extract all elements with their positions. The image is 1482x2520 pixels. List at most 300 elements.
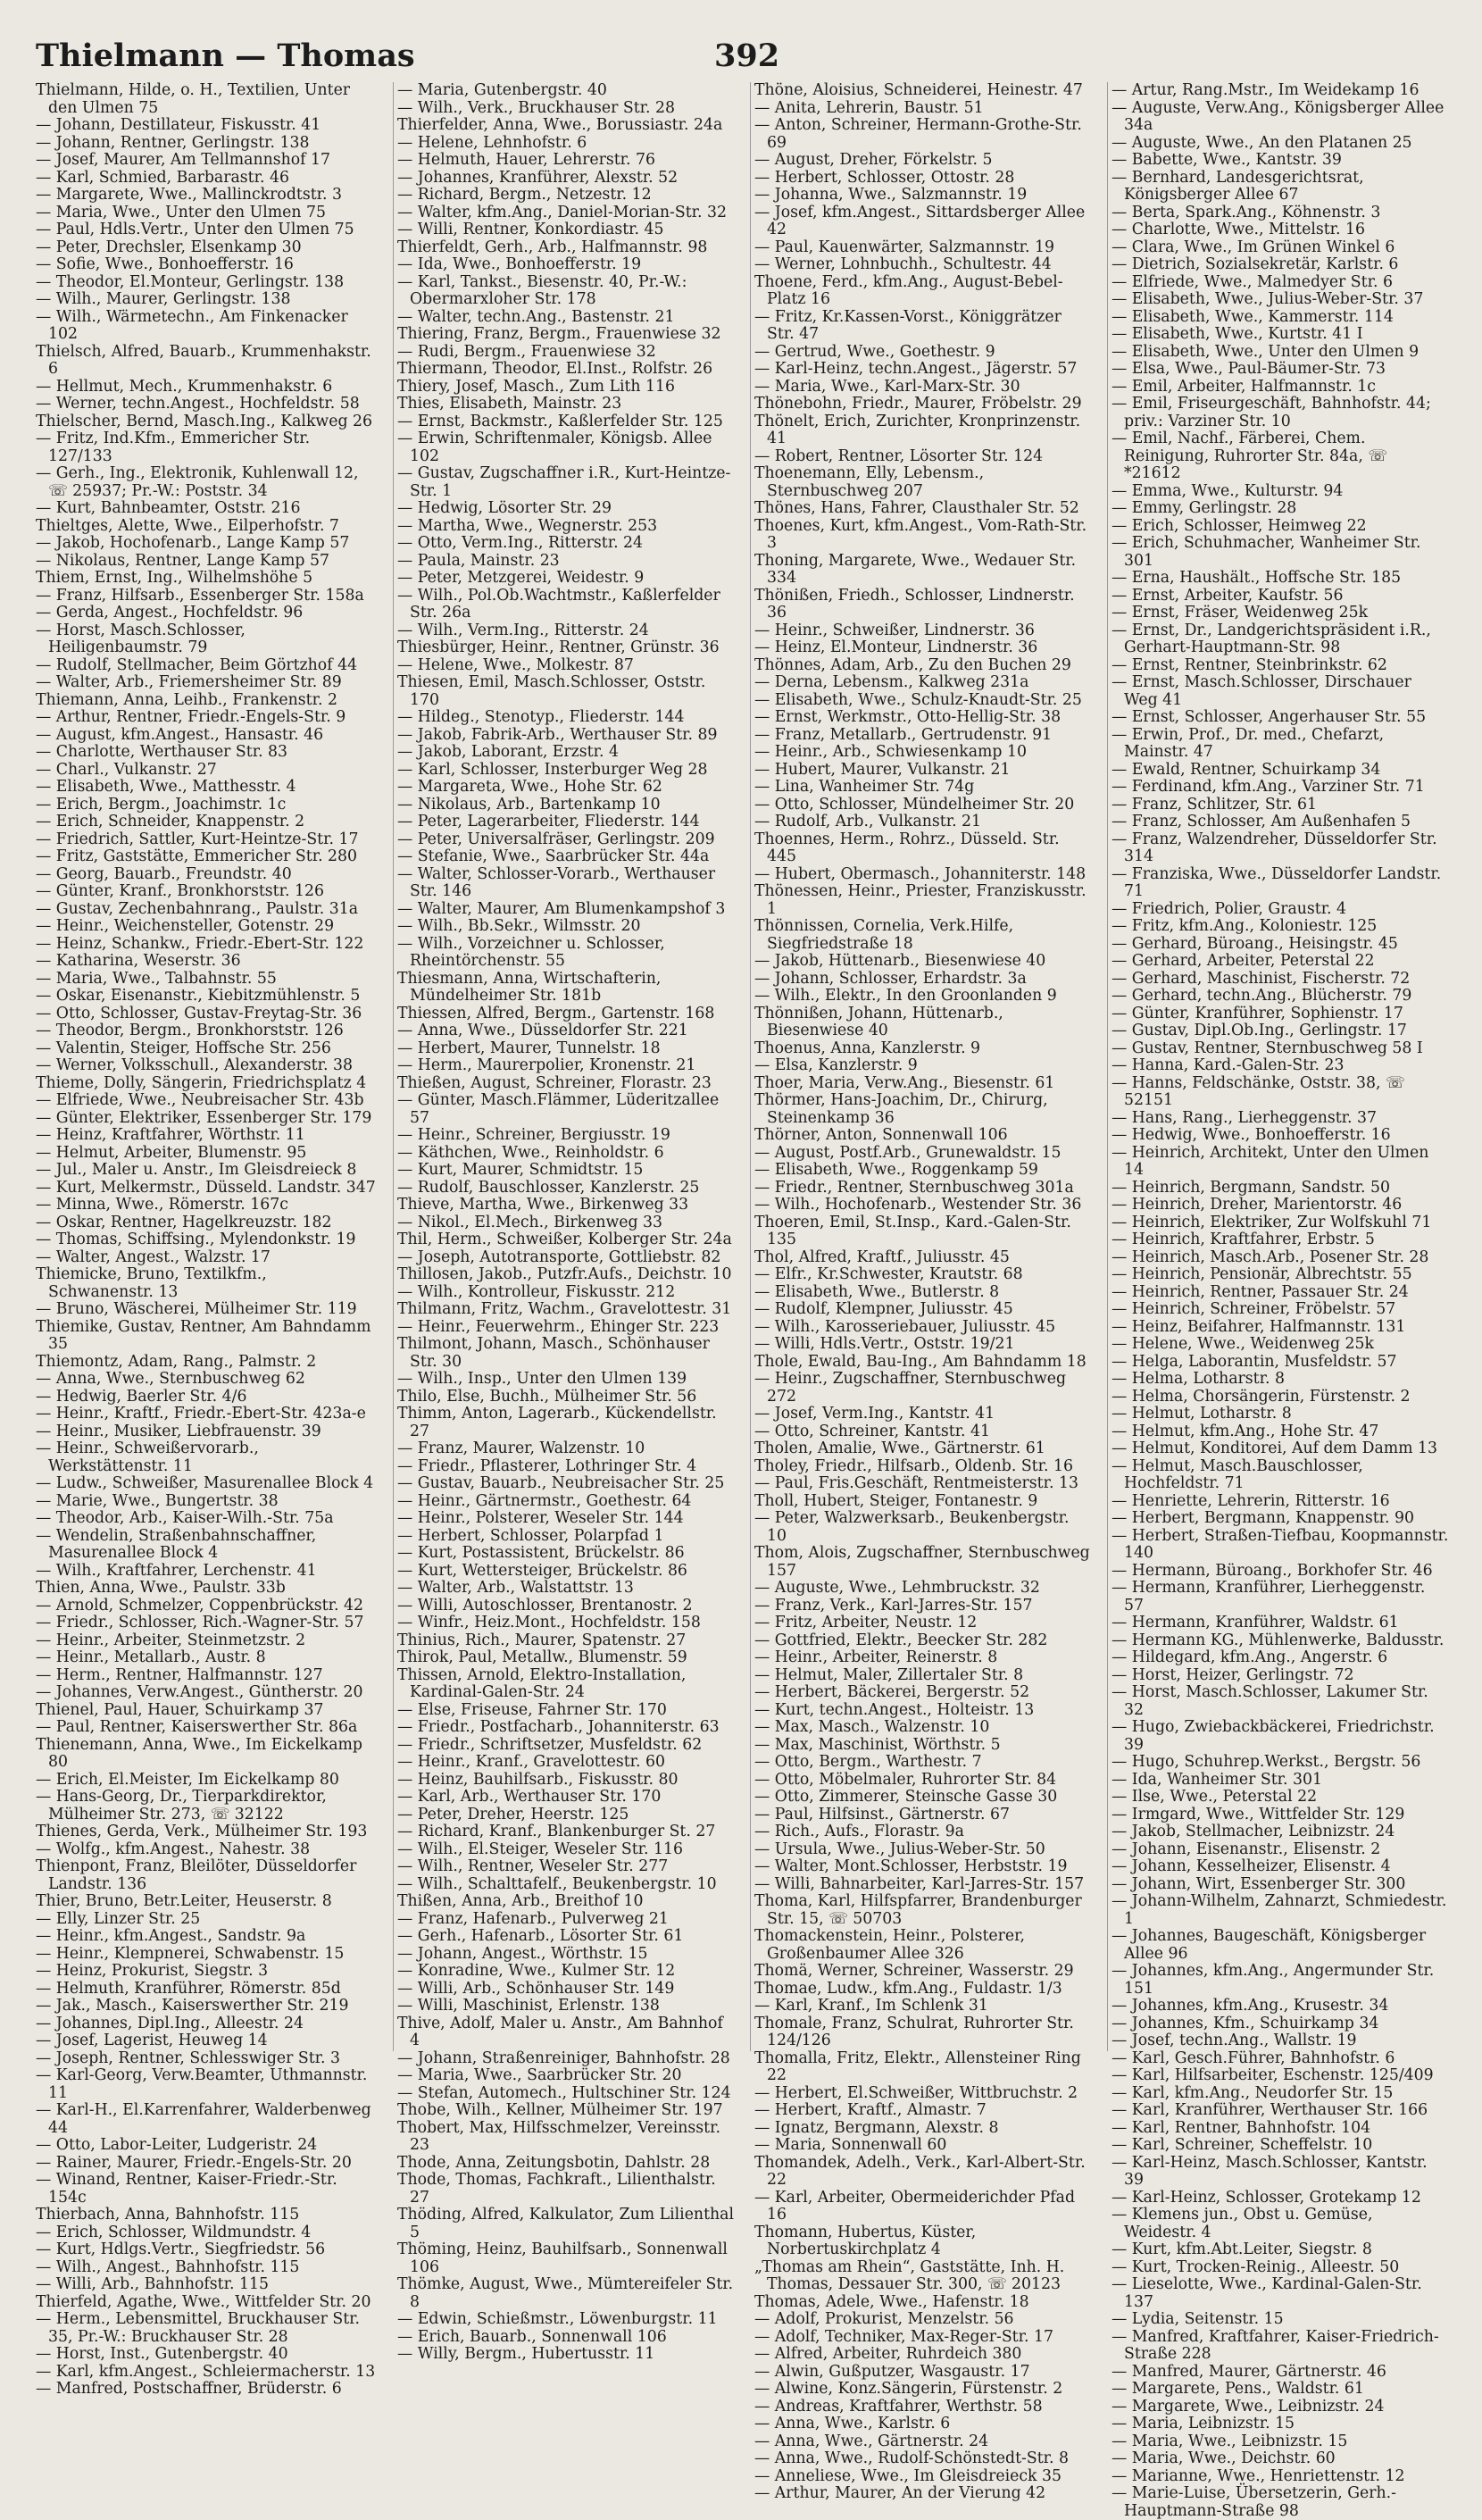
directory-entry: — Katharina, Weserstr. 36 [36,952,241,970]
directory-entry: — Theodor, Bergm., Bronkhorststr. 126 [36,1022,344,1039]
directory-entry: — Helmut, Masch.Bauschlosser, Hochfeldstr. 71 [1112,1456,1363,1492]
directory-entry: Thillosen, Jakob., Putzfr.Aufs., Deichstr. 10 [397,1265,732,1283]
column-1 [36,81,377,2398]
directory-entry: — Johannes, Baugeschäft, Königsberger Allee 96 [1112,1927,1427,1963]
directory-entry: — Otto, Bergm., Warthestr. 7 [754,1753,982,1771]
directory-entry: — Helma, Chorsängerin, Fürstenstr. 2 [1112,1387,1411,1406]
directory-entry: — Elsa, Kanzlerstr. 9 [754,1056,918,1074]
directory-entry: — Wilh., Bb.Sekr., Wilmsstr. 20 [397,917,641,935]
directory-entry: — Werner, Volksschull., Alexanderstr. 38 [36,1056,353,1074]
directory-entry: Thönessen, Heinr., Priester, Franziskusstr. 1 [754,882,1087,918]
directory-entry: — Willi, Maschinist, Erlenstr. 138 [397,1997,660,2015]
directory-entry: — Johann, Wirt, Essenberger Str. 300 [1112,1874,1406,1893]
directory-entry: Thomä, Werner, Schreiner, Wasserstr. 29 [754,1962,1074,1980]
directory-entry: — Helene, Lehnhofstr. 6 [397,133,587,152]
directory-entry: — Helma, Lotharstr. 8 [1112,1370,1285,1388]
directory-entry: — Karl-Heinz, Masch.Schlosser, Kantstr. 39 [1112,2153,1428,2189]
directory-entry: — Lieselotte, Wwe., Kardinal-Galen-Str. 137 [1112,2275,1422,2311]
directory-entry: — Karl, Schmied, Barbarastr. 46 [36,168,289,187]
directory-entry: — Fritz, Arbeiter, Neustr. 12 [754,1614,978,1631]
directory-entry: — Henriette, Lehrerin, Ritterstr. 16 [1112,1491,1390,1510]
directory-entry: Thönelt, Erich, Zurichter, Kronprinzenstr. 41 [754,412,1081,447]
directory-entry: — Lydia, Seitenstr. 15 [1112,2310,1284,2328]
directory-entry: — Jakob, Stellmacher, Leibnizstr. 24 [1112,1823,1395,1840]
directory-entry: — Ewald, Rentner, Schuirkamp 34 [1112,760,1381,779]
directory-entry: — Fritz, kfm.Ang., Koloniestr. 125 [1112,917,1378,935]
directory-entry: — Elisabeth, Wwe., Matthesstr. 4 [36,778,296,796]
directory-entry: — Johann, Schlosser, Erhardstr. 3a [754,969,1027,988]
directory-entry: Thomandek, Adelh., Verk., Karl-Albert-Str. 22 [754,2153,1086,2189]
directory-entry: — August, kfm.Angest., Hansastr. 46 [36,725,324,744]
directory-entry: — Wendelin, Straßenbahnschaffner, Masurenallee Block 4 [36,1526,317,1562]
directory-entry: — Erich, El.Meister, Im Eickelkamp 80 [36,1770,339,1789]
directory-entry: — Rudi, Bergm., Frauenwiese 32 [397,342,656,361]
directory-entry: — Franz, Walzendreher, Düsseldorfer Str. 314 [1112,830,1437,865]
directory-entry: Thil, Herm., Schweißer, Kolberger Str. 24a [397,1231,732,1248]
directory-entry: — Willi, Rentner, Konkordiastr. 45 [397,221,664,238]
directory-entry: — Peter, Dreher, Heerstr. 125 [397,1805,629,1823]
directory-entry: — Johann, Straßenreiniger, Bahnhofstr. 28 [397,2049,730,2067]
directory-entry: — Rich., Aufs., Florastr. 9a [754,1823,964,1840]
directory-entry: — Anna, Wwe., Düsseldorfer Str. 221 [397,1022,688,1039]
directory-entry: — Walter, Angest., Walzstr. 17 [36,1247,271,1266]
directory-entry: Tholey, Friedr., Hilfsarb., Oldenb. Str. 16 [754,1456,1073,1475]
directory-entry: — Ernst, Dr., Landgerichtspräsident i.R., Gerhart-Hauptmann-Str. 98 [1112,621,1431,656]
directory-entry: — Anna, Wwe., Karlstr. 6 [754,2415,951,2432]
directory-entry: — Maria, Gutenbergstr. 40 [397,81,607,99]
directory-entry: Thode, Anna, Zeitungsbotin, Dahlstr. 28 [397,2153,711,2172]
directory-entry: — Walter, techn.Ang., Bastenstr. 21 [397,307,675,326]
directory-entry: — Heinrich, Architekt, Unter den Ulmen 14 [1112,1143,1429,1179]
directory-entry: — Irmgard, Wwe., Wittfelder Str. 129 [1112,1805,1405,1823]
directory-entry: — Charl., Vulkanstr. 27 [36,760,217,779]
directory-entry: — Hubert, Obermasch., Johanniterstr. 148 [754,864,1087,883]
directory-entry: Thiemann, Anna, Leihb., Frankenstr. 2 [36,690,337,709]
directory-entry: Thönißen, Friedh., Schlosser, Lindnerstr. 36 [754,586,1075,622]
directory-entry: Thiermann, Theodor, El.Inst., Rolfstr. 26 [397,360,713,378]
directory-entry: — Herbert, Schlosser, Polarpfad 1 [397,1526,664,1545]
directory-entry: — Arthur, Maurer, An der Vierung 42 [754,2484,1046,2502]
directory-entry: — Heinr., Arbeiter, Reinerstr. 8 [754,1648,998,1666]
directory-entry: — Otto, Labor-Leiter, Ludgeristr. 24 [36,2136,318,2154]
directory-entry: — Wilh., Angest., Bahnhofstr. 115 [36,2257,300,2276]
directory-entry: — Friedrich, Sattler, Kurt-Heintze-Str. 17 [36,830,359,848]
directory-entry: — Peter, Walzwerksarb., Beukenbergstr. 10 [754,1509,1070,1545]
directory-entry: — Heinrich, Bergmann, Sandstr. 50 [1112,1178,1390,1197]
directory-entry: — Heinr., Metallarb., Austr. 8 [36,1648,266,1666]
directory-entry: Tholen, Amalie, Wwe., Gärtnerstr. 61 [754,1439,1045,1457]
directory-entry: Thirok, Paul, Metallw., Blumenstr. 59 [397,1648,687,1666]
directory-entry: — Peter, Metzgerei, Weidestr. 9 [397,569,645,587]
directory-entry: — Wilh., Kontrolleur, Fiskusstr. 212 [397,1282,676,1301]
directory-entry: — Maria, Wwe., Unter den Ulmen 75 [36,203,326,221]
directory-entry: — Charlotte, Wwe., Mittelstr. 16 [1112,221,1366,238]
directory-entry: — August, Postf.Arb., Grunewaldstr. 15 [754,1143,1062,1162]
directory-entry: — Friedr., Pflasterer, Lothringer Str. 4 [397,1456,697,1475]
directory-entry: — Heinrich, Elektriker, Zur Wolfskuhl 71 [1112,1213,1432,1231]
directory-entry: — Hans-Georg, Dr., Tierparkdirektor, Mülheimer Str. 273, ☏ 32122 [36,1788,327,1823]
directory-entry: — Jakob, Hüttenarb., Biesenwiese 40 [754,952,1046,970]
directory-entry: — Peter, Universalfräser, Gerlingstr. 209 [397,830,715,848]
directory-entry: — Alfred, Arbeiter, Ruhrdeich 380 [754,2345,1022,2363]
directory-entry: — Hugo, Schuhrep.Werkst., Bergstr. 56 [1112,1753,1421,1771]
directory-entry: Thive, Adolf, Maler u. Anstr., Am Bahnhof 4 [397,2014,723,2049]
directory-entry: — Johann, Kesselheizer, Elisenstr. 4 [1112,1857,1391,1875]
directory-entry: — Adolf, Techniker, Max-Reger-Str. 17 [754,2327,1053,2346]
directory-entry: Thiem, Ernst, Ing., Wilhelmshöhe 5 [36,569,313,587]
directory-entry: — Gustav, Zugschaffner i.R., Kurt-Heintze-Str. 1 [397,464,731,500]
directory-entry: — Willi, Arb., Bahnhofstr. 115 [36,2275,269,2293]
directory-entry: — Paul, Kauenwärter, Salzmannstr. 19 [754,238,1055,256]
directory-entry: — Josef, Verm.Ing., Kantstr. 41 [754,1405,995,1423]
directory-entry: — Kurt, Melkermstr., Düsseld. Landstr. 347 [36,1178,376,1197]
directory-entry: — Horst, Masch.Schlosser, Heiligenbaumstr. 79 [36,621,246,656]
directory-entry: — Heinr., Gärtnermstr., Goethestr. 64 [397,1491,692,1510]
directory-entry: — Marianne, Wwe., Henriettenstr. 12 [1112,2466,1405,2485]
directory-entry: — Dietrich, Sozialsekretär, Karlstr. 6 [1112,255,1399,273]
directory-entry: — Käthchen, Wwe., Reinholdstr. 6 [397,1143,664,1162]
directory-entry: — Helmut, Maler, Zillertaler Str. 8 [754,1665,1024,1684]
directory-entry: — Ernst, Masch.Schlosser, Dirschauer Weg 41 [1112,673,1411,709]
directory-entry: — Heinr., Kranf., Gravelottestr. 60 [397,1753,665,1771]
directory-entry: — Hildegard, kfm.Ang., Angerstr. 6 [1112,1648,1388,1666]
directory-entry: — Manfred, Maurer, Gärtnerstr. 46 [1112,2362,1386,2381]
directory-entry: — Elsa, Wwe., Paul-Bäumer-Str. 73 [1112,360,1386,378]
directory-entry: — Erwin, Schriftenmaler, Königsb. Allee 102 [397,430,712,465]
directory-entry: — Joseph, Rentner, Schlesswiger Str. 3 [36,2049,341,2067]
directory-entry: — Georg, Bauarb., Freundstr. 40 [36,864,292,883]
directory-entry: — Ilse, Wwe., Peterstal 22 [1112,1788,1318,1806]
directory-entry: — Anna, Wwe., Rudolf-Schönstedt-Str. 8 [754,2449,1070,2467]
directory-entry: — Hedwig, Baerler Str. 4/6 [36,1387,247,1406]
directory-entry: — Karl, Rentner, Bahnhofstr. 104 [1112,2118,1371,2137]
directory-entry: — Nikolaus, Arb., Bartenkamp 10 [397,795,661,814]
directory-entry: — Heinr., Arb., Schwiesenkamp 10 [754,743,1027,761]
directory-entry: — Hermann, Büroang., Borkhofer Str. 46 [1112,1561,1433,1580]
directory-entry: — Franz, Schlosser, Am Außenhafen 5 [1112,813,1411,830]
directory-entry: — Karl-Georg, Verw.Beamter, Uthmannstr. 11 [36,2066,368,2102]
directory-entry: Thiessen, Alfred, Bergm., Gartenstr. 168 [397,1004,715,1022]
directory-entry: — Ernst, Werkmstr., Otto-Hellig-Str. 38 [754,708,1062,726]
directory-entry: — Paul, Hdls.Vertr., Unter den Ulmen 75 [36,221,354,238]
directory-entry: — Bruno, Wäscherei, Mülheimer Str. 119 [36,1300,357,1318]
directory-entry: — Heinrich, Schreiner, Fröbelstr. 57 [1112,1300,1396,1318]
directory-entry: — Hermann KG., Mühlenwerke, Baldusstr. [1112,1631,1445,1649]
directory-entry: — Paul, Rentner, Kaiserswerther Str. 86a [36,1718,358,1736]
directory-entry: — Else, Friseuse, Fahrner Str. 170 [397,1700,667,1719]
directory-entry: — Johannes, Kranführer, Alexstr. 52 [397,168,679,187]
directory-entry: — Ida, Wwe., Bonhoefferstr. 19 [397,255,642,273]
directory-entry: Thoenus, Anna, Kanzlerstr. 9 [754,1039,981,1057]
directory-entry: Thieve, Martha, Wwe., Birkenweg 33 [397,1196,689,1214]
directory-entry: — Hermann, Kranführer, Lierheggenstr. 57 [1112,1579,1426,1615]
directory-entry: Thierfelder, Anna, Wwe., Borussiastr. 24a [397,116,723,134]
directory-entry: — Erich, Schneider, Knappenstr. 2 [36,813,305,830]
directory-entry: Thörner, Anton, Sonnenwall 106 [754,1126,1008,1144]
directory-entry: — Anna, Wwe., Gärtnerstr. 24 [754,2432,989,2450]
directory-entry: — Heinz, El.Monteur, Lindnerstr. 36 [754,638,1038,656]
directory-entry: — Jakob, Fabrik-Arb., Werthauser Str. 89 [397,725,718,744]
directory-entry: — Willi, Hdls.Vertr., Oststr. 19/21 [754,1335,1015,1353]
directory-entry: — Heinr., Zugschaffner, Sternbuschweg 272 [754,1370,1067,1406]
directory-entry: — Robert, Rentner, Lösorter Str. 124 [754,446,1044,465]
directory-entry: Thoenes, Kurt, kfm.Angest., Vom-Rath-Str. 3 [754,516,1087,552]
directory-entry: — Wilh., Elektr., In den Groonlanden 9 [754,987,1057,1005]
directory-entry: — Josef, kfm.Angest., Sittardsberger Allee 42 [754,203,1086,238]
directory-entry: — Johann-Wilhelm, Zahnarzt, Schmiedestr. 1 [1112,1892,1447,1928]
directory-entry: — Rudolf, Arb., Vulkanstr. 21 [754,813,982,830]
directory-entry: — Karl, Hilfsarbeiter, Eschenstr. 125/409 [1112,2066,1434,2084]
directory-entry: Thiery, Josef, Masch., Zum Lith 116 [397,377,676,396]
directory-entry: — Max, Masch., Walzenstr. 10 [754,1718,990,1736]
directory-entry: — Willi, Arb., Schönhauser Str. 149 [397,1979,675,1998]
directory-entry: — Karl-Heinz, techn.Angest., Jägerstr. 57 [754,360,1078,378]
directory-entry: — Werner, Lohnbuchh., Schultestr. 44 [754,255,1052,273]
directory-entry: Thode, Thomas, Fachkraft., Lilienthalstr. 27 [397,2171,716,2207]
directory-entry: Thielsch, Alfred, Bauarb., Krummenhakstr. 6 [36,342,371,378]
directory-entry: — Walter, Schlosser-Vorarb., Werthauser Str. 146 [397,864,716,900]
column-3 [750,81,1092,2502]
directory-entry: — Otto, Möbelmaler, Ruhrorter Str. 84 [754,1770,1057,1789]
directory-entry: — Johann, Rentner, Gerlingstr. 138 [36,133,310,152]
directory-entry: — Emma, Wwe., Kulturstr. 94 [1112,481,1344,500]
directory-entry: Thiesen, Emil, Masch.Schlosser, Oststr. 170 [397,673,706,709]
directory-entry: — Friedrich, Polier, Graustr. 4 [1112,899,1347,918]
directory-entry: — Günter, Elektriker, Essenberger Str. 179 [36,1108,372,1127]
directory-entry: — Wilh., El.Steiger, Weseler Str. 116 [397,1840,684,1858]
directory-entry: Thobert, Max, Hilfsschmelzer, Vereinsstr. 23 [397,2118,720,2154]
directory-entry: — Heinr., Feuerwehrm., Ehinger Str. 223 [397,1317,720,1336]
directory-entry: — Heinrich, Rentner, Passauer Str. 24 [1112,1282,1409,1301]
directory-entry: — Johannes, kfm.Ang., Krusestr. 34 [1112,1997,1389,2015]
directory-entry: Thoer, Maria, Verw.Ang., Biesenstr. 61 [754,1073,1055,1092]
directory-entry: — Margarete, Wwe., Leibnizstr. 24 [1112,2397,1385,2416]
directory-entry: — Franz, Schlitzer, Str. 61 [1112,795,1317,814]
directory-entry: — Richard, Bergm., Netzestr. 12 [397,186,652,204]
directory-entry: Thienel, Paul, Hauer, Schuirkamp 37 [36,1700,324,1719]
directory-entry: — Wilh., Vorzeichner u. Schlosser, Rheintörchenstr. 55 [397,934,665,970]
directory-entry: Thissen, Arnold, Elektro-Installation, Kardinal-Galen-Str. 24 [397,1665,687,1701]
directory-entry: — Erich, Schlosser, Wildmundstr. 4 [36,2223,312,2241]
directory-entry: — Helmut, Arbeiter, Blumenstr. 95 [36,1143,307,1162]
directory-entry: — Johannes, Verw.Angest., Güntherstr. 20 [36,1683,363,1701]
directory-entry: — Erwin, Prof., Dr. med., Chefarzt, Mainstr. 47 [1112,725,1385,761]
directory-entry: — Stefan, Automech., Hultschiner Str. 124 [397,2083,731,2102]
directory-entry: — Elisabeth, Wwe., Schulz-Knaudt-Str. 25 [754,690,1082,709]
directory-entry: Thole, Ewald, Bau-Ing., Am Bahndamm 18 [754,1352,1087,1371]
directory-entry: — Gerhard, techn.Ang., Blücherstr. 79 [1112,987,1412,1005]
directory-entry: — Herbert, Straßen-Tiefbau, Koopmannstr. 140 [1112,1526,1449,1562]
page-number: 392 [714,38,780,74]
directory-entry: Thierbach, Anna, Bahnhofstr. 115 [36,2206,300,2224]
directory-entry: — Jakob, Hochofenarb., Lange Kamp 57 [36,534,350,552]
directory-entry: — Maria, Leibnizstr. 15 [1112,2415,1295,2432]
directory-entry: — Wilh., Schalttafelf., Beukenbergstr. 10 [397,1874,717,1893]
directory-entry: — Manfred, Kraftfahrer, Kaiser-Friedrich-Straße 228 [1112,2327,1439,2363]
directory-entry: — Klemens jun., Obst u. Gemüse, Weidestr. 4 [1112,2206,1373,2241]
directory-entry: — Marie-Luise, Übersetzerin, Gerh.-Hauptmann-Straße 98 [1112,2484,1396,2520]
directory-entry: Thobe, Wilh., Kellner, Mülheimer Str. 197 [397,2101,723,2119]
directory-entry: — Friedr., Schriftsetzer, Musfeldstr. 62 [397,1735,703,1754]
directory-entry: — Ernst, Backmstr., Kaßlerfelder Str. 125 [397,412,723,430]
directory-entry: — Herbert, Kraftf., Almastr. 7 [754,2101,987,2119]
directory-entry: Thienpont, Franz, Bleilöter, Düsseldorfer Landstr. 136 [36,1857,357,1893]
directory-entry: — Elfriede, Wwe., Malmedyer Str. 6 [1112,272,1393,291]
directory-entry: — Johannes, Dipl.Ing., Alleestr. 24 [36,2014,304,2032]
directory-entry: — Nikol., El.Mech., Birkenweg 33 [397,1213,663,1231]
directory-entry: Thiemicke, Bruno, Textilkfm., Schwanenstr. 13 [36,1265,267,1301]
directory-entry: — Paula, Mainstr. 23 [397,551,560,570]
directory-entry: — Alwin, Gußputzer, Wasgaustr. 17 [754,2362,1030,2381]
directory-entry: — Walter, Arb., Friemersheimer Str. 89 [36,673,342,691]
directory-entry: — Gerhard, Maschinist, Fischerstr. 72 [1112,969,1411,988]
directory-entry: — Kurt, Bahnbeamter, Oststr. 216 [36,499,301,517]
directory-entry: — Erich, Schuhmacher, Wanheimer Str. 301 [1112,534,1421,570]
directory-entry: — Anton, Schreiner, Hermann-Grothe-Str. 69 [754,116,1082,152]
directory-entry: — Günter, Kranführer, Sophienstr. 17 [1112,1004,1403,1022]
directory-entry: — Joseph, Autotransporte, Gottliebstr. 82 [397,1247,721,1266]
directory-entry: — Ursula, Wwe., Julius-Weber-Str. 50 [754,1840,1045,1858]
directory-entry: — Lina, Wanheimer Str. 74g [754,778,975,796]
directory-entry: — Max, Maschinist, Wörthstr. 5 [754,1735,1001,1754]
directory-entry: Thöming, Heinz, Bauhilfsarb., Sonnenwall 106 [397,2240,728,2276]
directory-entry: — Anita, Lehrerin, Baustr. 51 [754,98,984,117]
directory-entry: „Thomas am Rhein“, Gaststätte, Inh. H. Thomas, Dessauer Str. 300, ☏ 20123 [754,2257,1065,2293]
directory-entry: — Wilh., Wärmetechn., Am Finkenacker 102 [36,307,348,343]
directory-entry: — Paul, Hilfsinst., Gärtnerstr. 67 [754,1805,1010,1823]
directory-entry: — Willi, Bahnarbeiter, Karl-Jarres-Str. 157 [754,1874,1085,1893]
directory-entry: — Hanna, Kard.-Galen-Str. 23 [1112,1056,1345,1074]
directory-entry: — Erich, Schlosser, Heimweg 22 [1112,516,1367,535]
directory-entry: — Johann, Destillateur, Fiskusstr. 41 [36,116,321,134]
directory-entry: — Heinr., Schweißervorarb., Werkstättenstr. 11 [36,1439,259,1475]
directory-entry: — Emil, Arbeiter, Halfmannstr. 1c [1112,377,1376,396]
directory-entry: — Walter, Arb., Walstattstr. 13 [397,1579,634,1597]
directory-entry: — Wilh., Insp., Unter den Ulmen 139 [397,1370,687,1388]
directory-entry: — Franz, Hilfsarb., Essenberger Str. 158a [36,586,364,605]
directory-entry: Thomale, Franz, Schulrat, Ruhrorter Str. 124/126 [754,2014,1074,2049]
directory-entry: — Berta, Spark.Ang., Köhnenstr. 3 [1112,203,1381,221]
columns [36,81,1449,2520]
directory-entry: Thienes, Gerda, Verk., Mülheimer Str. 193 [36,1823,368,1840]
directory-entry: — Ernst, Fräser, Weidenweg 25k [1112,604,1369,622]
directory-entry: — Otto, Zimmerer, Steinsche Gasse 30 [754,1788,1058,1806]
directory-entry: — Elisabeth, Wwe., Butlerstr. 8 [754,1282,1000,1301]
directory-entry: — Artur, Rang.Mstr., Im Weidekamp 16 [1112,81,1420,99]
directory-entry: — Wilh., Kraftfahrer, Lerchenstr. 41 [36,1561,317,1580]
directory-entry: — Jakob, Laborant, Erzstr. 4 [397,743,619,761]
directory-entry: — Walter, kfm.Ang., Daniel-Morian-Str. 32 [397,203,727,221]
directory-entry: Thißen, Anna, Arb., Breithof 10 [397,1892,644,1910]
directory-entry: — Stefanie, Wwe., Saarbrücker Str. 44a [397,847,710,865]
directory-entry: — Richard, Kranf., Blankenburger St. 27 [397,1823,716,1840]
directory-entry: — Oskar, Rentner, Hagelkreuzstr. 182 [36,1213,332,1231]
directory-entry: — Rudolf, Stellmacher, Beim Görtzhof 44 [36,655,358,674]
directory-entry: — Manfred, Postschaffner, Brüderstr. 6 [36,2380,342,2398]
directory-entry: — Friedr., Schlosser, Rich.-Wagner-Str. 57 [36,1614,364,1631]
directory-entry: — Ferdinand, kfm.Ang., Varziner Str. 71 [1112,778,1425,796]
directory-entry: — Heinr., Kraftf., Friedr.-Ebert-Str. 423a-e [36,1405,366,1423]
directory-entry: — Josef, Maurer, Am Tellmannshof 17 [36,151,330,169]
directory-entry: — Margarete, Wwe., Mallinckrodtstr. 3 [36,186,342,204]
directory-entry: — Sofie, Wwe., Bonhoefferstr. 16 [36,255,294,273]
directory-entry: — Walter, Mont.Schlosser, Herbststr. 19 [754,1857,1068,1875]
directory-entry: Tholl, Hubert, Steiger, Fontanestr. 9 [754,1491,1038,1510]
directory-entry: — Clara, Wwe., Im Grünen Winkel 6 [1112,238,1395,256]
directory-entry: Thiemike, Gustav, Rentner, Am Bahndamm 35 [36,1317,371,1353]
directory-entry: Thönebohn, Friedr., Maurer, Fröbelstr. 29 [754,395,1082,413]
directory-entry: — Emmy, Gerlingstr. 28 [1112,499,1297,517]
directory-entry: — Günter, Kranf., Bronkhorststr. 126 [36,882,324,900]
directory-entry: — Edwin, Schießmstr., Löwenburgstr. 11 [397,2310,718,2328]
directory-entry: — Johannes, Kfm., Schuirkamp 34 [1112,2014,1379,2032]
directory-entry: — Walter, Maurer, Am Blumenkampshof 3 [397,899,726,918]
directory-entry: Thiemontz, Adam, Rang., Palmstr. 2 [36,1352,317,1371]
directory-entry: Thiesbürger, Heinr., Rentner, Grünstr. 36 [397,638,720,656]
directory-entry: — Alwine, Konz.Sängerin, Fürstenstr. 2 [754,2380,1063,2398]
column-4 [1107,81,1449,2520]
directory-entry: — Willi, Autoschlosser, Brentanostr. 2 [397,1596,693,1615]
directory-entry: — Arthur, Rentner, Friedr.-Engels-Str. 9 [36,708,346,726]
directory-entry: — Hedwig, Lösorter Str. 29 [397,499,612,517]
directory-entry: — Gerhard, Arbeiter, Peterstal 22 [1112,952,1375,970]
directory-entry: — Helene, Wwe., Weidenweg 25k [1112,1335,1374,1353]
directory-entry: Thieltges, Alette, Wwe., Eilperhofstr. 7 [36,516,339,535]
directory-entry: Thielscher, Bernd, Masch.Ing., Kalkweg 26 [36,412,372,430]
directory-entry: — Charlotte, Werthauser Str. 83 [36,743,288,761]
directory-entry: — Fritz, Gaststätte, Emmericher Str. 280 [36,847,358,865]
directory-entry: — Karl, Schreiner, Scheffelstr. 10 [1112,2136,1373,2154]
directory-entry: — Helmut, Lotharstr. 8 [1112,1405,1292,1423]
directory-entry: — Otto, Verm.Ing., Ritterstr. 24 [397,534,644,552]
directory-entry: — Helmut, kfm.Ang., Hohe Str. 47 [1112,1422,1379,1440]
directory-entry: — Andreas, Kraftfahrer, Werthstr. 58 [754,2397,1043,2416]
directory-entry: — Anneliese, Wwe., Im Gleisdreieck 35 [754,2466,1062,2485]
directory-entry: — Herbert, Bergmann, Knappenstr. 90 [1112,1509,1414,1527]
directory-entry: — Heinz, Schankw., Friedr.-Ebert-Str. 122 [36,934,364,953]
directory-entry: — Bernhard, Landesgerichtsrat, Königsberger Allee 67 [1112,168,1364,204]
directory-entry: Thoenemann, Elly, Lebensm., Sternbuschweg 207 [754,464,985,500]
directory-entry: — Herm., Maurerpolier, Kronenstr. 21 [397,1056,696,1074]
directory-entry: — Elfr., Kr.Schwester, Krautstr. 68 [754,1265,1023,1283]
directory-entry: — Winfr., Heiz.Mont., Hochfeldstr. 158 [397,1614,701,1631]
directory-entry: — Peter, Lagerarbeiter, Fliederstr. 144 [397,813,700,830]
directory-entry: Thoning, Margarete, Wwe., Wedauer Str. 334 [754,551,1077,587]
directory-entry: Thomas, Adele, Wwe., Hafenstr. 18 [754,2292,1029,2311]
directory-entry: — Ernst, Schlosser, Angerhauser Str. 55 [1112,708,1427,726]
directory-entry: Thilmann, Fritz, Wachm., Gravelottestr. 31 [397,1300,732,1318]
directory-entry: — Elisabeth, Wwe., Kammerstr. 114 [1112,307,1394,326]
directory-entry: — Paul, Fris.Geschäft, Rentmeisterstr. 13 [754,1474,1078,1492]
directory-entry: Thoeren, Emil, St.Insp., Kard.-Galen-Str. 135 [754,1213,1071,1248]
directory-entry: — Kurt, techn.Angest., Holteistr. 13 [754,1700,1035,1719]
directory-entry: — Kurt, Trocken-Reinig., Alleestr. 50 [1112,2257,1400,2276]
directory-entry: — Johann, Eisenanstr., Elisenstr. 2 [1112,1840,1381,1858]
directory-entry: — Emil, Friseurgeschäft, Bahnhofstr. 44; priv.: Varziner Str. 10 [1112,395,1431,430]
directory-entry: — Gustav, Rentner, Sternbuschweg 58 I [1112,1039,1423,1057]
directory-entry: — Theodor, Arb., Kaiser-Wilh.-Str. 75a [36,1509,334,1527]
directory-entry: — Erich, Bauarb., Sonnenwall 106 [397,2327,667,2346]
page-header [36,27,1446,80]
directory-entry: — Rudolf, Klempner, Juliusstr. 45 [754,1300,1013,1318]
directory-entry: Thörmer, Hans-Joachim, Dr., Chirurg, Steinenkamp 36 [754,1091,1048,1127]
directory-entry: — Hubert, Maurer, Vulkanstr. 21 [754,760,1011,779]
directory-entry: — Heinr., Polsterer, Weseler Str. 144 [397,1509,684,1527]
directory-entry: — Elisabeth, Wwe., Kurtstr. 41 I [1112,325,1363,343]
directory-entry: — Karl-H., El.Karrenfahrer, Walderbenweg 44 [36,2101,371,2137]
directory-entry: — Wilh., Karosseriebauer, Juliusstr. 45 [754,1317,1056,1336]
directory-entry: — Franziska, Wwe., Düsseldorfer Landstr. 71 [1112,864,1442,900]
